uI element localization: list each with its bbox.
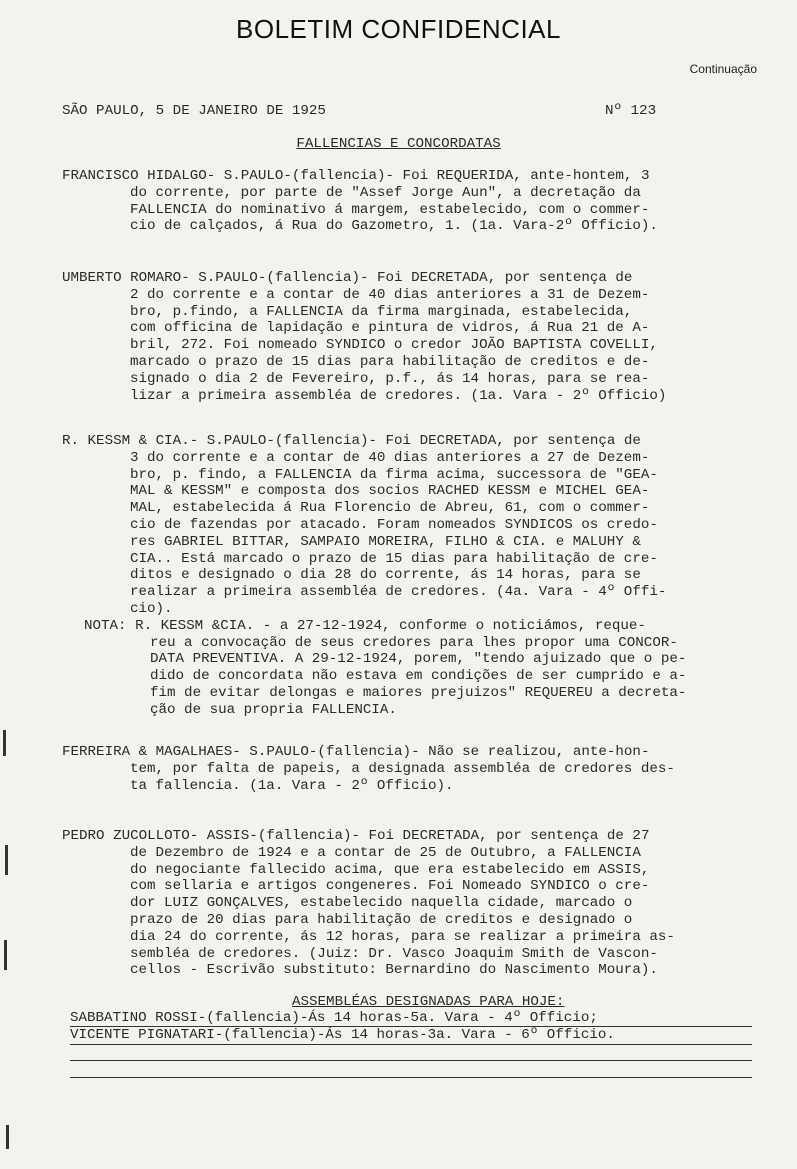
assemblies-title: ASSEMBLÉAS DESIGNADAS PARA HOJE: bbox=[292, 994, 565, 1010]
entry-line: dia 24 do corrente, ás 12 horas, para se realizar a primeira as- bbox=[130, 928, 675, 945]
divider-line bbox=[70, 1060, 752, 1061]
divider-line bbox=[70, 1044, 752, 1045]
entry-line: 3 do corrente e a contar de 40 dias anteriores a 27 de Dezem- bbox=[130, 449, 650, 466]
note-line: NOTA: R. KESSM &CIA. - a 27-12-1924, conforme o noticiámos, reque- bbox=[84, 617, 646, 634]
entry-line: MAL, estabelecida á Rua Florencio de Abreu, 61, com o commer- bbox=[130, 500, 650, 517]
entry-line: CIA.. Está marcado o prazo de 15 dias para habilitação de cre- bbox=[130, 550, 658, 567]
entry-line: bro, p. findo, a FALLENCIA da firma acima, successora de "GEA- bbox=[130, 466, 658, 483]
scan-margin-mark bbox=[3, 730, 6, 756]
entry-line: bril, 272. Foi nomeado SYNDICO o credor JOÃO BAPTISTA COVELLI, bbox=[130, 337, 658, 354]
entry-line: FALLENCIA do nominativo á margem, estabelecido, com o commer- bbox=[130, 201, 650, 218]
assembly-item: SABBATINO ROSSI-(fallencia)-Ás 14 horas-5a. Vara - 4º Officio; bbox=[70, 1010, 598, 1026]
note-line: DATA PREVENTIVA. A 29-12-1924, porem, "tendo ajuizado que o pe- bbox=[150, 651, 687, 668]
entry-r-kessm-cia bbox=[62, 433, 686, 719]
dateline: SÃO PAULO, 5 DE JANEIRO DE 1925 bbox=[62, 103, 326, 119]
entry-pedro-zucolloto bbox=[62, 828, 675, 979]
entry-francisco-hidalgo bbox=[62, 168, 658, 235]
section-title: FALLENCIAS E CONCORDATAS bbox=[296, 136, 501, 152]
entry-line: cio de fazendas por atacado. Foram nomeados SYNDICOS os credo- bbox=[130, 516, 658, 533]
entry-line: de Dezembro de 1924 e a contar de 25 de Outubro, a FALLENCIA bbox=[130, 844, 641, 861]
entry-line: prazo de 20 dias para habilitação de creditos e designado o bbox=[130, 911, 633, 928]
entry-line: tem, por falta de papeis, a designada assembléa de credores des- bbox=[130, 760, 675, 777]
entry-line: com officina de lapidação e pintura de vidros, á Rua 21 de A- bbox=[130, 320, 650, 337]
entry-line: lizar a primeira assembléa de credores. (1a. Vara - 2º Officio) bbox=[130, 387, 667, 404]
scan-margin-mark bbox=[6, 1125, 9, 1149]
entry-line: sembléa de credores. (Juiz: Dr. Vasco Joaquim Smith de Vascon- bbox=[130, 945, 658, 962]
entry-line: realizar a primeira assembléa de credores. (4a. Vara - 4º Offi- bbox=[130, 584, 667, 601]
entry-line: ditos e designado o dia 28 do corrente, ás 14 horas, para se bbox=[130, 567, 641, 584]
entry-line: cio de calçados, á Rua do Gazometro, 1. (1a. Vara-2º Officio). bbox=[130, 218, 658, 235]
entry-line: MAL & KESSM" e composta dos socios RACHED KESSM e MICHEL GEA- bbox=[130, 483, 650, 500]
note-line: dido de concordata não estava em condições de ser cumprido e a- bbox=[150, 668, 687, 685]
entry-line: signado o dia 2 de Fevereiro, p.f., ás 14 horas, para se rea- bbox=[130, 370, 650, 387]
divider-line bbox=[70, 1077, 752, 1078]
entry-line: do negociante fallecido acima, que era estabelecido em ASSIS, bbox=[130, 861, 650, 878]
note-line: ção de sua propria FALLENCIA. bbox=[150, 701, 397, 718]
entry-line: bro, p.findo, a FALLENCIA da firma marginada, estabelecida, bbox=[130, 303, 633, 320]
entry-line: PEDRO ZUCOLLOTO- ASSIS-(fallencia)- Foi DECRETADA, por sentença de 27 bbox=[62, 828, 650, 844]
entry-line: ta fallencia. (1a. Vara - 2º Officio). bbox=[130, 777, 454, 794]
divider-line bbox=[70, 1026, 752, 1027]
entry-line: res GABRIEL BITTAR, SAMPAIO MOREIRA, FILHO & CIA. e MALUHY & bbox=[130, 533, 641, 550]
entry-line: cellos - Escrivão substituto: Bernardino do Nascimento Moura). bbox=[130, 962, 658, 979]
entry-line: com sellaria e artigos congeneres. Foi Nomeado SYNDICO o cre- bbox=[130, 878, 650, 895]
entry-line: cio). bbox=[130, 600, 173, 617]
note-line: fim de evitar delongas e maiores prejuizos" REQUEREU a decreta- bbox=[150, 684, 687, 701]
entry-umberto-romaro bbox=[62, 270, 666, 404]
entry-line: dor LUIZ GONÇALVES, estabelecido naquella cidade, marcado o bbox=[130, 895, 633, 912]
entry-line: FERREIRA & MAGALHAES- S.PAULO-(fallencia)- Não se realizou, ante-hon- bbox=[62, 744, 650, 760]
entry-line: marcado o prazo de 15 dias para habilitação de creditos e de- bbox=[130, 353, 650, 370]
entry-line: R. KESSM & CIA.- S.PAULO-(fallencia)- Foi DECRETADA, por sentença de bbox=[62, 433, 641, 449]
entry-line: 2 do corrente e a contar de 40 dias anteriores a 31 de Dezem- bbox=[130, 286, 650, 303]
entry-line: UMBERTO ROMARO- S.PAULO-(fallencia)- Foi DECRETADA, por sentença de bbox=[62, 270, 633, 286]
entry-line: do corrente, por parte de "Assef Jorge Aun", a decretação da bbox=[130, 184, 641, 201]
continuation-label: Continuação bbox=[689, 62, 757, 76]
document-title: BOLETIM CONFIDENCIAL bbox=[236, 14, 561, 44]
entry-line: FRANCISCO HIDALGO- S.PAULO-(fallencia)- Foi REQUERIDA, ante-hontem, 3 bbox=[62, 168, 650, 184]
bulletin-number: Nº 123 bbox=[605, 103, 657, 119]
assembly-item: VICENTE PIGNATARI-(fallencia)-Ás 14 horas-3a. Vara - 6º Officio. bbox=[70, 1026, 615, 1043]
entry-ferreira-magalhaes bbox=[62, 744, 675, 794]
scan-margin-mark bbox=[4, 940, 7, 970]
note-line: reu a convocação de seus credores para lhes propor uma CONCOR- bbox=[150, 634, 678, 651]
scan-margin-mark bbox=[5, 845, 8, 875]
